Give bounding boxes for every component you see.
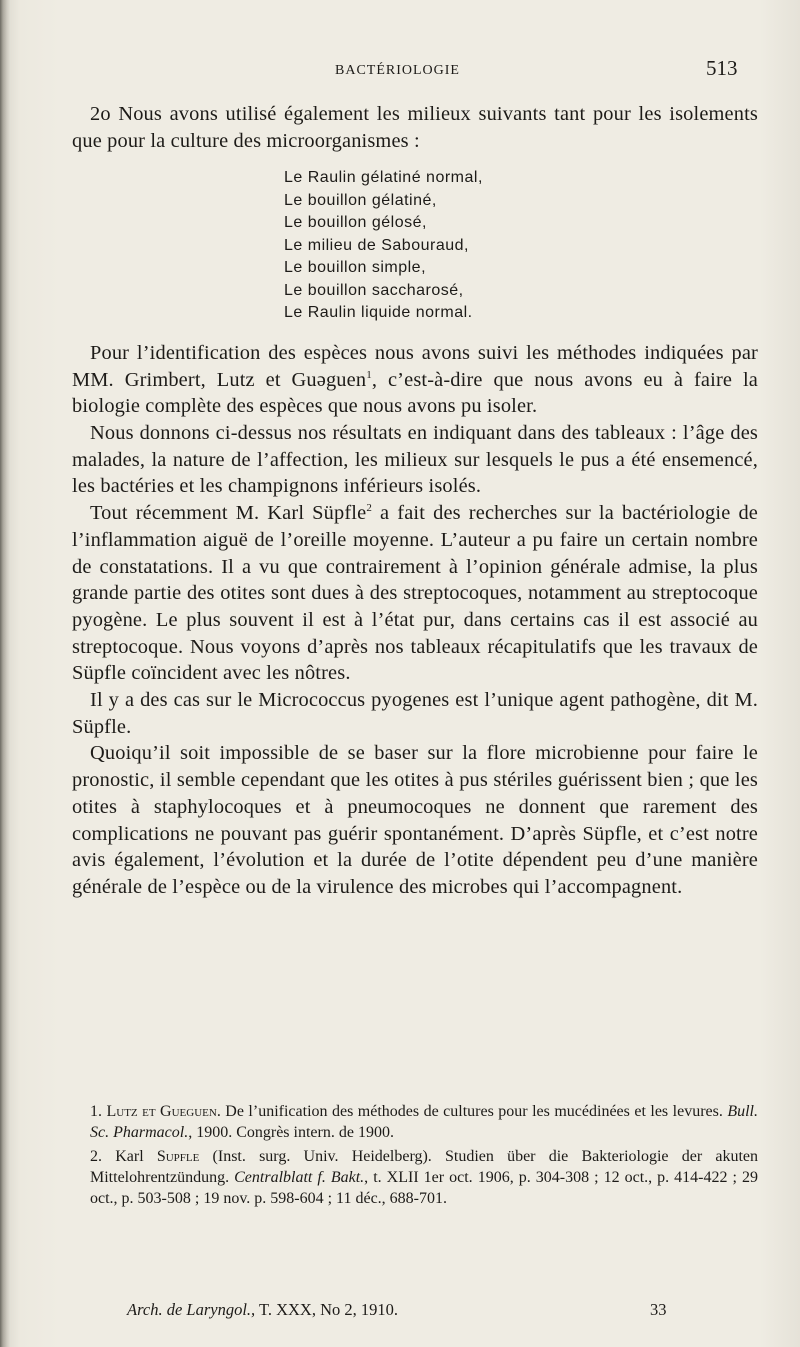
printer-signature	[127, 1300, 737, 1320]
main-text	[72, 101, 758, 901]
running-head	[0, 56, 800, 84]
signature-details: T. XXX, No 2, 1910.	[259, 1300, 399, 1319]
footnote-details: , 1900. Congrès intern. de 1900.	[188, 1124, 394, 1141]
paragraph-text: a fait des recherches sur la bactériologie de l’inflammation aiguë de l’oreille moyenne. L’auteur a pu faire un certain nombre de constatations. Il a vu que contrairement à l’opinion générale admise, la plus grande partie des otites sont dues à des streptocoques, notamment au streptocoque pyogène. Le plus souvent il est à l’état pur, dans certains cas il est associé au streptocoque. Nous voyons d’après nos tableaux récapitulatifs que les travaux de Süpfle coïncident avec les nôtres.	[72, 502, 758, 685]
footnote-2	[90, 1146, 758, 1209]
signature-sheet-number: 33	[650, 1300, 667, 1319]
footnotes	[90, 1101, 758, 1212]
paragraph-micrococcus: Il y a des cas sur le Micrococcus pyogenes est l’unique agent pathogène, dit M. Süpfle.	[72, 689, 758, 738]
footnote-text: . De l’unification des méthodes de cultures pour les mucédinées et les levures.	[216, 1103, 728, 1120]
page-number: 513	[706, 56, 738, 80]
culture-medium-item: Le milieu de Sabouraud,	[284, 236, 469, 254]
footnote-journal: Centralblatt f. Bakt.	[234, 1169, 365, 1186]
culture-medium-item: Le bouillon gélatiné,	[284, 191, 437, 209]
paragraph-prognosis: Quoiqu’il soit impossible de se baser sur la flore microbienne pour faire le pronostic, il semble cependant que les otites à pus stériles guérissent bien ; que les otites à staphylocoques et à pneumocoques ne donnent que rarement des complications ne pouvant pas guérir spontanément. D’après Süpfle, et c’est notre avis également, l’évolution et la durée de l’otite dépendent peu d’une manière générale de l’espèce ou de la virulence des microbes qui l’accompagnent.	[72, 742, 758, 898]
culture-medium-item: Le bouillon simple,	[284, 259, 427, 277]
footnote-number: 2.	[90, 1148, 102, 1165]
paragraph-media-intro: 2o Nous avons utilisé également les milieux suivants tant pour les isolements que pour la culture des microorganismes :	[72, 103, 758, 152]
running-head-title: BACTÉRIOLOGIE	[335, 63, 460, 78]
paragraph-results: Nous donnons ci-dessus nos résultats en indiquant dans des tableaux : l’âge des malades, la nature de l’affection, les milieux sur lesquels le pus a été ensemencé, les bactéries et les champignons inférieurs isolés.	[72, 422, 758, 498]
culture-media-list	[284, 167, 758, 325]
footnote-authors: Lutz et Gueguen	[106, 1103, 217, 1120]
footnote-reference: 1	[366, 368, 372, 381]
footnote-authors: Supfle	[156, 1148, 200, 1165]
paragraph-text: Tout récemment M. Karl Süpfle	[90, 502, 367, 525]
footnote-1	[90, 1101, 758, 1143]
footnote-reference: 2	[366, 502, 372, 515]
footnote-author-firstname: Karl	[115, 1148, 157, 1165]
signature-journal: Arch. de Laryngol.,	[127, 1300, 256, 1319]
paragraph-text: Pour l’identification des espèces nous avons suivi les méthodes indiquées par MM. Grimbert, Lutz et Guəguen	[72, 341, 758, 391]
culture-medium-item: Le bouillon gélosé,	[284, 214, 427, 232]
footnote-number: 1.	[90, 1103, 102, 1120]
paragraph-text: , c’est-à-dire que nous avons eu à faire la biologie complète des espèces que nous avons pu isoler.	[72, 368, 758, 418]
culture-medium-item: Le Raulin gélatiné normal,	[284, 169, 483, 187]
culture-medium-item: Le Raulin liquide normal.	[284, 304, 473, 322]
page-binding-edge	[0, 0, 10, 1347]
footnote-details: , t. XLII 1er oct. 1906, p. 304-308 ; 12 oct., p. 414-422 ; 29 oct., p. 503-508 ; 19 nov. p. 598-604 ; 11 déc., 688-701.	[90, 1169, 759, 1207]
footnote-text: (Inst. surg. Univ. Heidelberg). Studien über die Bakteriologie der akuten Mittelohrentzündung.	[90, 1148, 759, 1186]
paragraph-supfle-research	[72, 500, 758, 687]
footnote-journal: Bull. Sc. Pharmacol.	[90, 1103, 758, 1141]
culture-medium-item: Le bouillon saccharosé,	[284, 281, 464, 299]
paragraph-identification	[72, 340, 758, 420]
